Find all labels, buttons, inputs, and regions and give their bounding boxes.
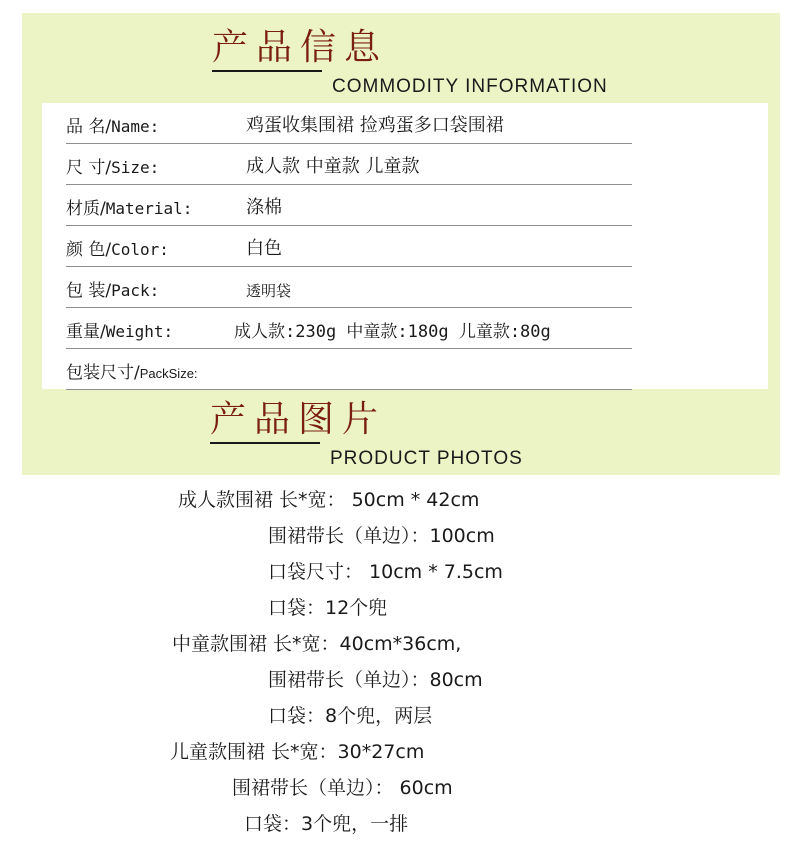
info-value: 透明袋 xyxy=(246,282,292,300)
commodity-subtitle: COMMODITY INFORMATION xyxy=(332,76,608,97)
info-row-weight xyxy=(66,308,632,349)
info-row-name xyxy=(66,103,632,144)
info-row-material xyxy=(66,185,632,226)
info-row-color xyxy=(66,226,632,267)
info-row-size xyxy=(66,144,632,185)
commodity-title-underline xyxy=(212,70,322,72)
info-value: 成人款 中童款 儿童款 xyxy=(246,156,420,177)
spec-child-pockets: 口袋：3个兜，一排 xyxy=(244,813,409,835)
photos-title-underline xyxy=(210,442,320,444)
spec-adult-size: 成人款围裙 长*宽： 50cm * 42cm xyxy=(178,489,480,511)
info-value: 成人款:230g 中童款:180g 儿童款:80g xyxy=(234,322,551,342)
photos-subtitle: PRODUCT PHOTOS xyxy=(330,448,523,469)
spec-child-strap: 围裙带长（单边）： 60cm xyxy=(232,777,453,799)
info-value: 白色 xyxy=(246,238,282,259)
commodity-info-table xyxy=(42,103,768,389)
spec-mid-pockets: 口袋：8个兜，两层 xyxy=(268,705,433,727)
info-label: 品 名/Name: xyxy=(66,117,160,137)
spec-adult-pockets: 口袋：12个兜 xyxy=(268,597,388,619)
info-row-pack xyxy=(66,267,632,308)
info-label: 包装尺寸/PackSize: xyxy=(66,363,198,383)
spec-adult-pocket-size: 口袋尺寸： 10cm * 7.5cm xyxy=(268,561,503,583)
info-label: 尺 寸/Size: xyxy=(66,158,160,178)
info-label: 包 装/Pack: xyxy=(66,281,160,301)
info-value: 鸡蛋收集围裙 捡鸡蛋多口袋围裙 xyxy=(246,115,504,136)
info-label: 颜 色/Color: xyxy=(66,240,169,260)
info-label: 材质/Material: xyxy=(66,199,193,219)
info-label: 重量/Weight: xyxy=(66,322,174,342)
spec-mid-size: 中童款围裙 长*宽：40cm*36cm, xyxy=(172,633,462,655)
commodity-title: 产品信息 xyxy=(212,27,389,68)
info-row-packsize xyxy=(66,349,632,390)
spec-mid-strap: 围裙带长（单边）：80cm xyxy=(268,669,483,691)
spec-child-size: 儿童款围裙 长*宽：30*27cm xyxy=(170,741,425,763)
info-value: 涤棉 xyxy=(246,197,282,218)
spec-adult-strap: 围裙带长（单边）：100cm xyxy=(268,525,495,547)
photos-title: 产品图片 xyxy=(210,399,387,440)
